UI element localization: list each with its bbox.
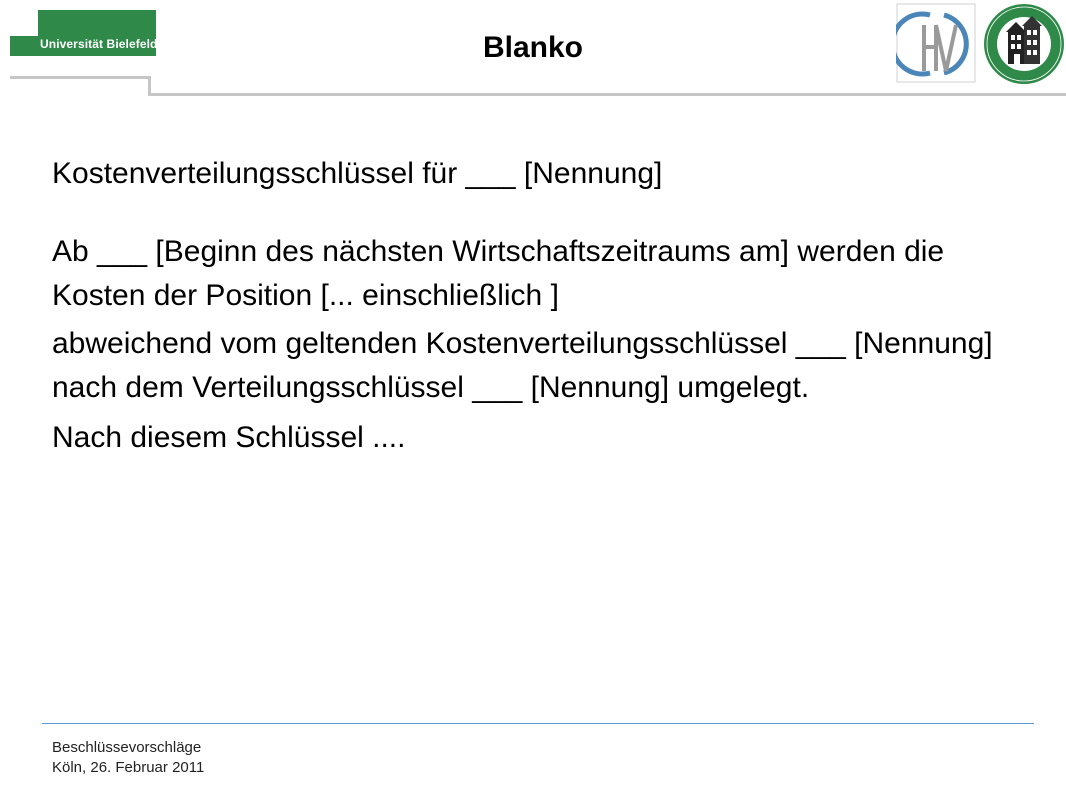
- content-paragraph-1: Ab ___ [Beginn des nächsten Wirtschaftszeitraums am] werden die Kosten der Position [... einschließlich ]: [52, 235, 945, 312]
- content-paragraph-3: Nach diesem Schlüssel ....: [52, 421, 406, 454]
- footer-line-1: Beschlüssevorschläge: [52, 739, 202, 756]
- footer: [52, 738, 204, 778]
- header-rule-left: [10, 76, 150, 79]
- content-heading: Kostenverteilungsschlüssel für ___ [Nennung]: [52, 157, 663, 190]
- university-name: Universität Bielefeld: [40, 37, 158, 51]
- content-paragraph-2: abweichend vom geltenden Kostenverteilungsschlüssel ___ [Nennung] nach dem Verteilungsschlüssel ___ [Nennung] umgelegt.: [52, 327, 993, 404]
- slide-content: [52, 152, 1042, 460]
- slide-title: Blanko: [482, 31, 584, 64]
- footer-rule: [42, 723, 1034, 724]
- header-rule-right: [148, 93, 1066, 96]
- hv-logo: [896, 3, 976, 83]
- university-logo-notch: [10, 10, 38, 36]
- footer-line-2: Köln, 26. Februar 2011: [52, 759, 205, 776]
- university-logo: [10, 10, 156, 68]
- institute-seal-logo: [982, 2, 1066, 86]
